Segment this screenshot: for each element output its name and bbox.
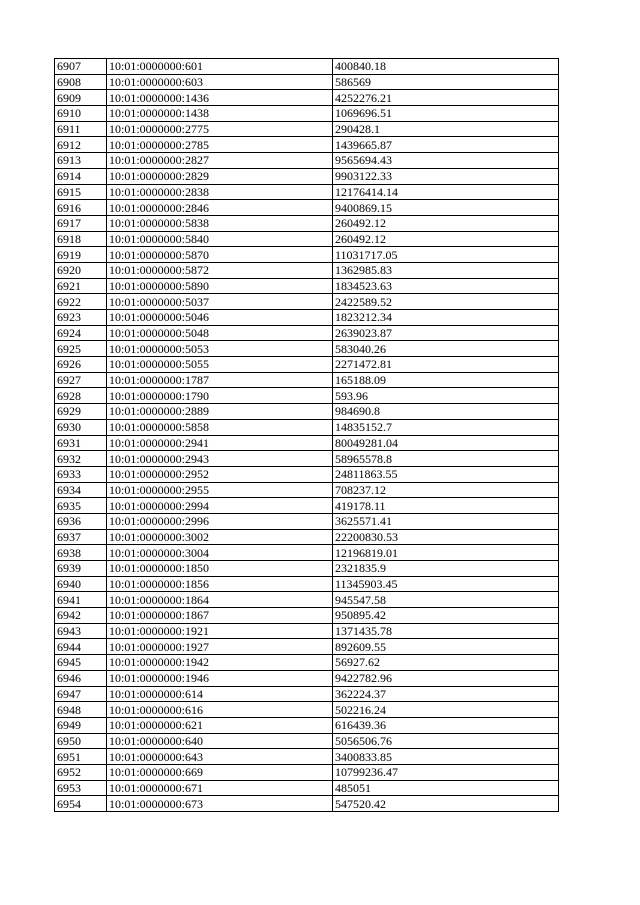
row-number-cell: 6929	[55, 404, 107, 420]
value-cell: 945547.58	[333, 592, 559, 608]
cadastral-number-cell: 10:01:0000000:1864	[107, 592, 333, 608]
value-cell: 892609.55	[333, 639, 559, 655]
cadastral-number-cell: 10:01:0000000:3004	[107, 545, 333, 561]
row-number-cell: 6918	[55, 231, 107, 247]
value-cell: 593.96	[333, 388, 559, 404]
cadastral-number-cell: 10:01:0000000:643	[107, 749, 333, 765]
cadastral-number-cell: 10:01:0000000:1787	[107, 372, 333, 388]
cadastral-number-cell: 10:01:0000000:2785	[107, 137, 333, 153]
cadastral-number-cell: 10:01:0000000:1921	[107, 623, 333, 639]
row-number-cell: 6944	[55, 639, 107, 655]
value-cell: 9903122.33	[333, 168, 559, 184]
table-row	[55, 592, 559, 608]
row-number-cell: 6911	[55, 121, 107, 137]
row-number-cell: 6924	[55, 325, 107, 341]
cadastral-number-cell: 10:01:0000000:601	[107, 59, 333, 75]
row-number-cell: 6952	[55, 764, 107, 780]
value-cell: 11031717.05	[333, 247, 559, 263]
table-row	[55, 733, 559, 749]
value-cell: 950895.42	[333, 608, 559, 624]
value-cell: 1834523.63	[333, 278, 559, 294]
table-row	[55, 310, 559, 326]
table-row	[55, 749, 559, 765]
cadastral-number-cell: 10:01:0000000:5053	[107, 341, 333, 357]
value-cell: 2639023.87	[333, 325, 559, 341]
value-cell: 260492.12	[333, 231, 559, 247]
table-row	[55, 294, 559, 310]
value-cell: 1823212.34	[333, 310, 559, 326]
row-number-cell: 6932	[55, 451, 107, 467]
row-number-cell: 6916	[55, 200, 107, 216]
row-number-cell: 6917	[55, 215, 107, 231]
cadastral-number-cell: 10:01:0000000:5048	[107, 325, 333, 341]
value-cell: 9400869.15	[333, 200, 559, 216]
table-row	[55, 404, 559, 420]
cadastral-number-cell: 10:01:0000000:2846	[107, 200, 333, 216]
row-number-cell: 6935	[55, 498, 107, 514]
cadastral-number-cell: 10:01:0000000:671	[107, 780, 333, 796]
row-number-cell: 6922	[55, 294, 107, 310]
value-cell: 80049281.04	[333, 435, 559, 451]
table-row	[55, 59, 559, 75]
row-number-cell: 6915	[55, 184, 107, 200]
table-row	[55, 482, 559, 498]
value-cell: 12196819.01	[333, 545, 559, 561]
cadastral-number-cell: 10:01:0000000:2941	[107, 435, 333, 451]
table-row	[55, 655, 559, 671]
table-row	[55, 231, 559, 247]
row-number-cell: 6920	[55, 262, 107, 278]
row-number-cell: 6910	[55, 106, 107, 122]
table-row	[55, 168, 559, 184]
cadastral-number-cell: 10:01:0000000:1790	[107, 388, 333, 404]
value-cell: 485051	[333, 780, 559, 796]
table-body	[55, 59, 559, 812]
value-cell: 984690.8	[333, 404, 559, 420]
row-number-cell: 6908	[55, 74, 107, 90]
table-row	[55, 466, 559, 482]
table-row	[55, 608, 559, 624]
cadastral-number-cell: 10:01:0000000:5870	[107, 247, 333, 263]
value-cell: 56927.62	[333, 655, 559, 671]
cadastral-number-cell: 10:01:0000000:2994	[107, 498, 333, 514]
value-cell: 2422589.52	[333, 294, 559, 310]
value-cell: 5056506.76	[333, 733, 559, 749]
value-cell: 12176414.14	[333, 184, 559, 200]
row-number-cell: 6914	[55, 168, 107, 184]
row-number-cell: 6928	[55, 388, 107, 404]
table-row	[55, 262, 559, 278]
row-number-cell: 6954	[55, 796, 107, 812]
table-row	[55, 357, 559, 373]
value-cell: 9422782.96	[333, 670, 559, 686]
table-row	[55, 137, 559, 153]
table-row	[55, 639, 559, 655]
value-cell: 3400833.85	[333, 749, 559, 765]
value-cell: 11345903.45	[333, 576, 559, 592]
table-row	[55, 576, 559, 592]
cadastral-number-cell: 10:01:0000000:603	[107, 74, 333, 90]
table-row	[55, 74, 559, 90]
row-number-cell: 6948	[55, 702, 107, 718]
row-number-cell: 6930	[55, 419, 107, 435]
table-row	[55, 529, 559, 545]
cadastral-number-cell: 10:01:0000000:5838	[107, 215, 333, 231]
value-cell: 4252276.21	[333, 90, 559, 106]
row-number-cell: 6947	[55, 686, 107, 702]
row-number-cell: 6931	[55, 435, 107, 451]
row-number-cell: 6934	[55, 482, 107, 498]
value-cell: 58965578.8	[333, 451, 559, 467]
value-cell: 10799236.47	[333, 764, 559, 780]
table-row	[55, 545, 559, 561]
row-number-cell: 6912	[55, 137, 107, 153]
cadastral-number-cell: 10:01:0000000:5840	[107, 231, 333, 247]
row-number-cell: 6939	[55, 561, 107, 577]
cadastral-number-cell: 10:01:0000000:2775	[107, 121, 333, 137]
table-row	[55, 372, 559, 388]
row-number-cell: 6950	[55, 733, 107, 749]
value-cell: 502216.24	[333, 702, 559, 718]
value-cell: 165188.09	[333, 372, 559, 388]
value-cell: 586569	[333, 74, 559, 90]
value-cell: 3625571.41	[333, 513, 559, 529]
row-number-cell: 6933	[55, 466, 107, 482]
cadastral-number-cell: 10:01:0000000:2943	[107, 451, 333, 467]
value-cell: 1362985.83	[333, 262, 559, 278]
value-cell: 24811863.55	[333, 466, 559, 482]
cadastral-number-cell: 10:01:0000000:2952	[107, 466, 333, 482]
row-number-cell: 6937	[55, 529, 107, 545]
table-row	[55, 513, 559, 529]
cadastral-number-cell: 10:01:0000000:616	[107, 702, 333, 718]
row-number-cell: 6913	[55, 153, 107, 169]
cadastral-number-cell: 10:01:0000000:5046	[107, 310, 333, 326]
cadastral-number-cell: 10:01:0000000:5890	[107, 278, 333, 294]
value-cell: 9565694.43	[333, 153, 559, 169]
cadastral-number-cell: 10:01:0000000:2838	[107, 184, 333, 200]
cadastral-number-cell: 10:01:0000000:5055	[107, 357, 333, 373]
table-row	[55, 325, 559, 341]
row-number-cell: 6943	[55, 623, 107, 639]
row-number-cell: 6949	[55, 717, 107, 733]
row-number-cell: 6941	[55, 592, 107, 608]
row-number-cell: 6936	[55, 513, 107, 529]
row-number-cell: 6926	[55, 357, 107, 373]
table-row	[55, 623, 559, 639]
table-row	[55, 278, 559, 294]
table-row	[55, 215, 559, 231]
cadastral-number-cell: 10:01:0000000:673	[107, 796, 333, 812]
value-cell: 419178.11	[333, 498, 559, 514]
table-row	[55, 451, 559, 467]
row-number-cell: 6951	[55, 749, 107, 765]
table-row	[55, 686, 559, 702]
table-row	[55, 670, 559, 686]
cadastral-number-cell: 10:01:0000000:640	[107, 733, 333, 749]
table-row	[55, 184, 559, 200]
row-number-cell: 6909	[55, 90, 107, 106]
table-row	[55, 498, 559, 514]
cadastral-number-cell: 10:01:0000000:5037	[107, 294, 333, 310]
table-row	[55, 780, 559, 796]
value-cell: 2271472.81	[333, 357, 559, 373]
cadastral-number-cell: 10:01:0000000:1927	[107, 639, 333, 655]
table-row	[55, 341, 559, 357]
cadastral-number-cell: 10:01:0000000:2827	[107, 153, 333, 169]
value-cell: 1069696.51	[333, 106, 559, 122]
table-row	[55, 121, 559, 137]
value-cell: 14835152.7	[333, 419, 559, 435]
data-table	[54, 58, 559, 812]
cadastral-number-cell: 10:01:0000000:2829	[107, 168, 333, 184]
cadastral-number-cell: 10:01:0000000:2996	[107, 513, 333, 529]
table-row	[55, 90, 559, 106]
value-cell: 2321835.9	[333, 561, 559, 577]
cadastral-number-cell: 10:01:0000000:1436	[107, 90, 333, 106]
row-number-cell: 6945	[55, 655, 107, 671]
cadastral-number-cell: 10:01:0000000:1850	[107, 561, 333, 577]
value-cell: 1371435.78	[333, 623, 559, 639]
cadastral-number-cell: 10:01:0000000:1867	[107, 608, 333, 624]
value-cell: 616439.36	[333, 717, 559, 733]
row-number-cell: 6919	[55, 247, 107, 263]
row-number-cell: 6927	[55, 372, 107, 388]
row-number-cell: 6907	[55, 59, 107, 75]
table-row	[55, 561, 559, 577]
cadastral-number-cell: 10:01:0000000:1438	[107, 106, 333, 122]
cadastral-number-cell: 10:01:0000000:5872	[107, 262, 333, 278]
value-cell: 260492.12	[333, 215, 559, 231]
value-cell: 22200830.53	[333, 529, 559, 545]
cadastral-number-cell: 10:01:0000000:669	[107, 764, 333, 780]
table-row	[55, 435, 559, 451]
value-cell: 400840.18	[333, 59, 559, 75]
cadastral-number-cell: 10:01:0000000:2889	[107, 404, 333, 420]
row-number-cell: 6923	[55, 310, 107, 326]
value-cell: 583040.26	[333, 341, 559, 357]
table-row	[55, 717, 559, 733]
row-number-cell: 6953	[55, 780, 107, 796]
cadastral-number-cell: 10:01:0000000:2955	[107, 482, 333, 498]
value-cell: 290428.1	[333, 121, 559, 137]
cadastral-number-cell: 10:01:0000000:1856	[107, 576, 333, 592]
table-row	[55, 106, 559, 122]
cadastral-number-cell: 10:01:0000000:1942	[107, 655, 333, 671]
table-row	[55, 247, 559, 263]
table-row	[55, 702, 559, 718]
cadastral-number-cell: 10:01:0000000:621	[107, 717, 333, 733]
row-number-cell: 6946	[55, 670, 107, 686]
table-row	[55, 200, 559, 216]
table-row	[55, 796, 559, 812]
value-cell: 1439665.87	[333, 137, 559, 153]
row-number-cell: 6942	[55, 608, 107, 624]
table-row	[55, 153, 559, 169]
value-cell: 708237.12	[333, 482, 559, 498]
cadastral-number-cell: 10:01:0000000:3002	[107, 529, 333, 545]
table-row	[55, 419, 559, 435]
row-number-cell: 6940	[55, 576, 107, 592]
value-cell: 362224.37	[333, 686, 559, 702]
table-row	[55, 388, 559, 404]
cadastral-number-cell: 10:01:0000000:5858	[107, 419, 333, 435]
cadastral-number-cell: 10:01:0000000:1946	[107, 670, 333, 686]
table-row	[55, 764, 559, 780]
value-cell: 547520.42	[333, 796, 559, 812]
row-number-cell: 6938	[55, 545, 107, 561]
row-number-cell: 6925	[55, 341, 107, 357]
row-number-cell: 6921	[55, 278, 107, 294]
cadastral-number-cell: 10:01:0000000:614	[107, 686, 333, 702]
